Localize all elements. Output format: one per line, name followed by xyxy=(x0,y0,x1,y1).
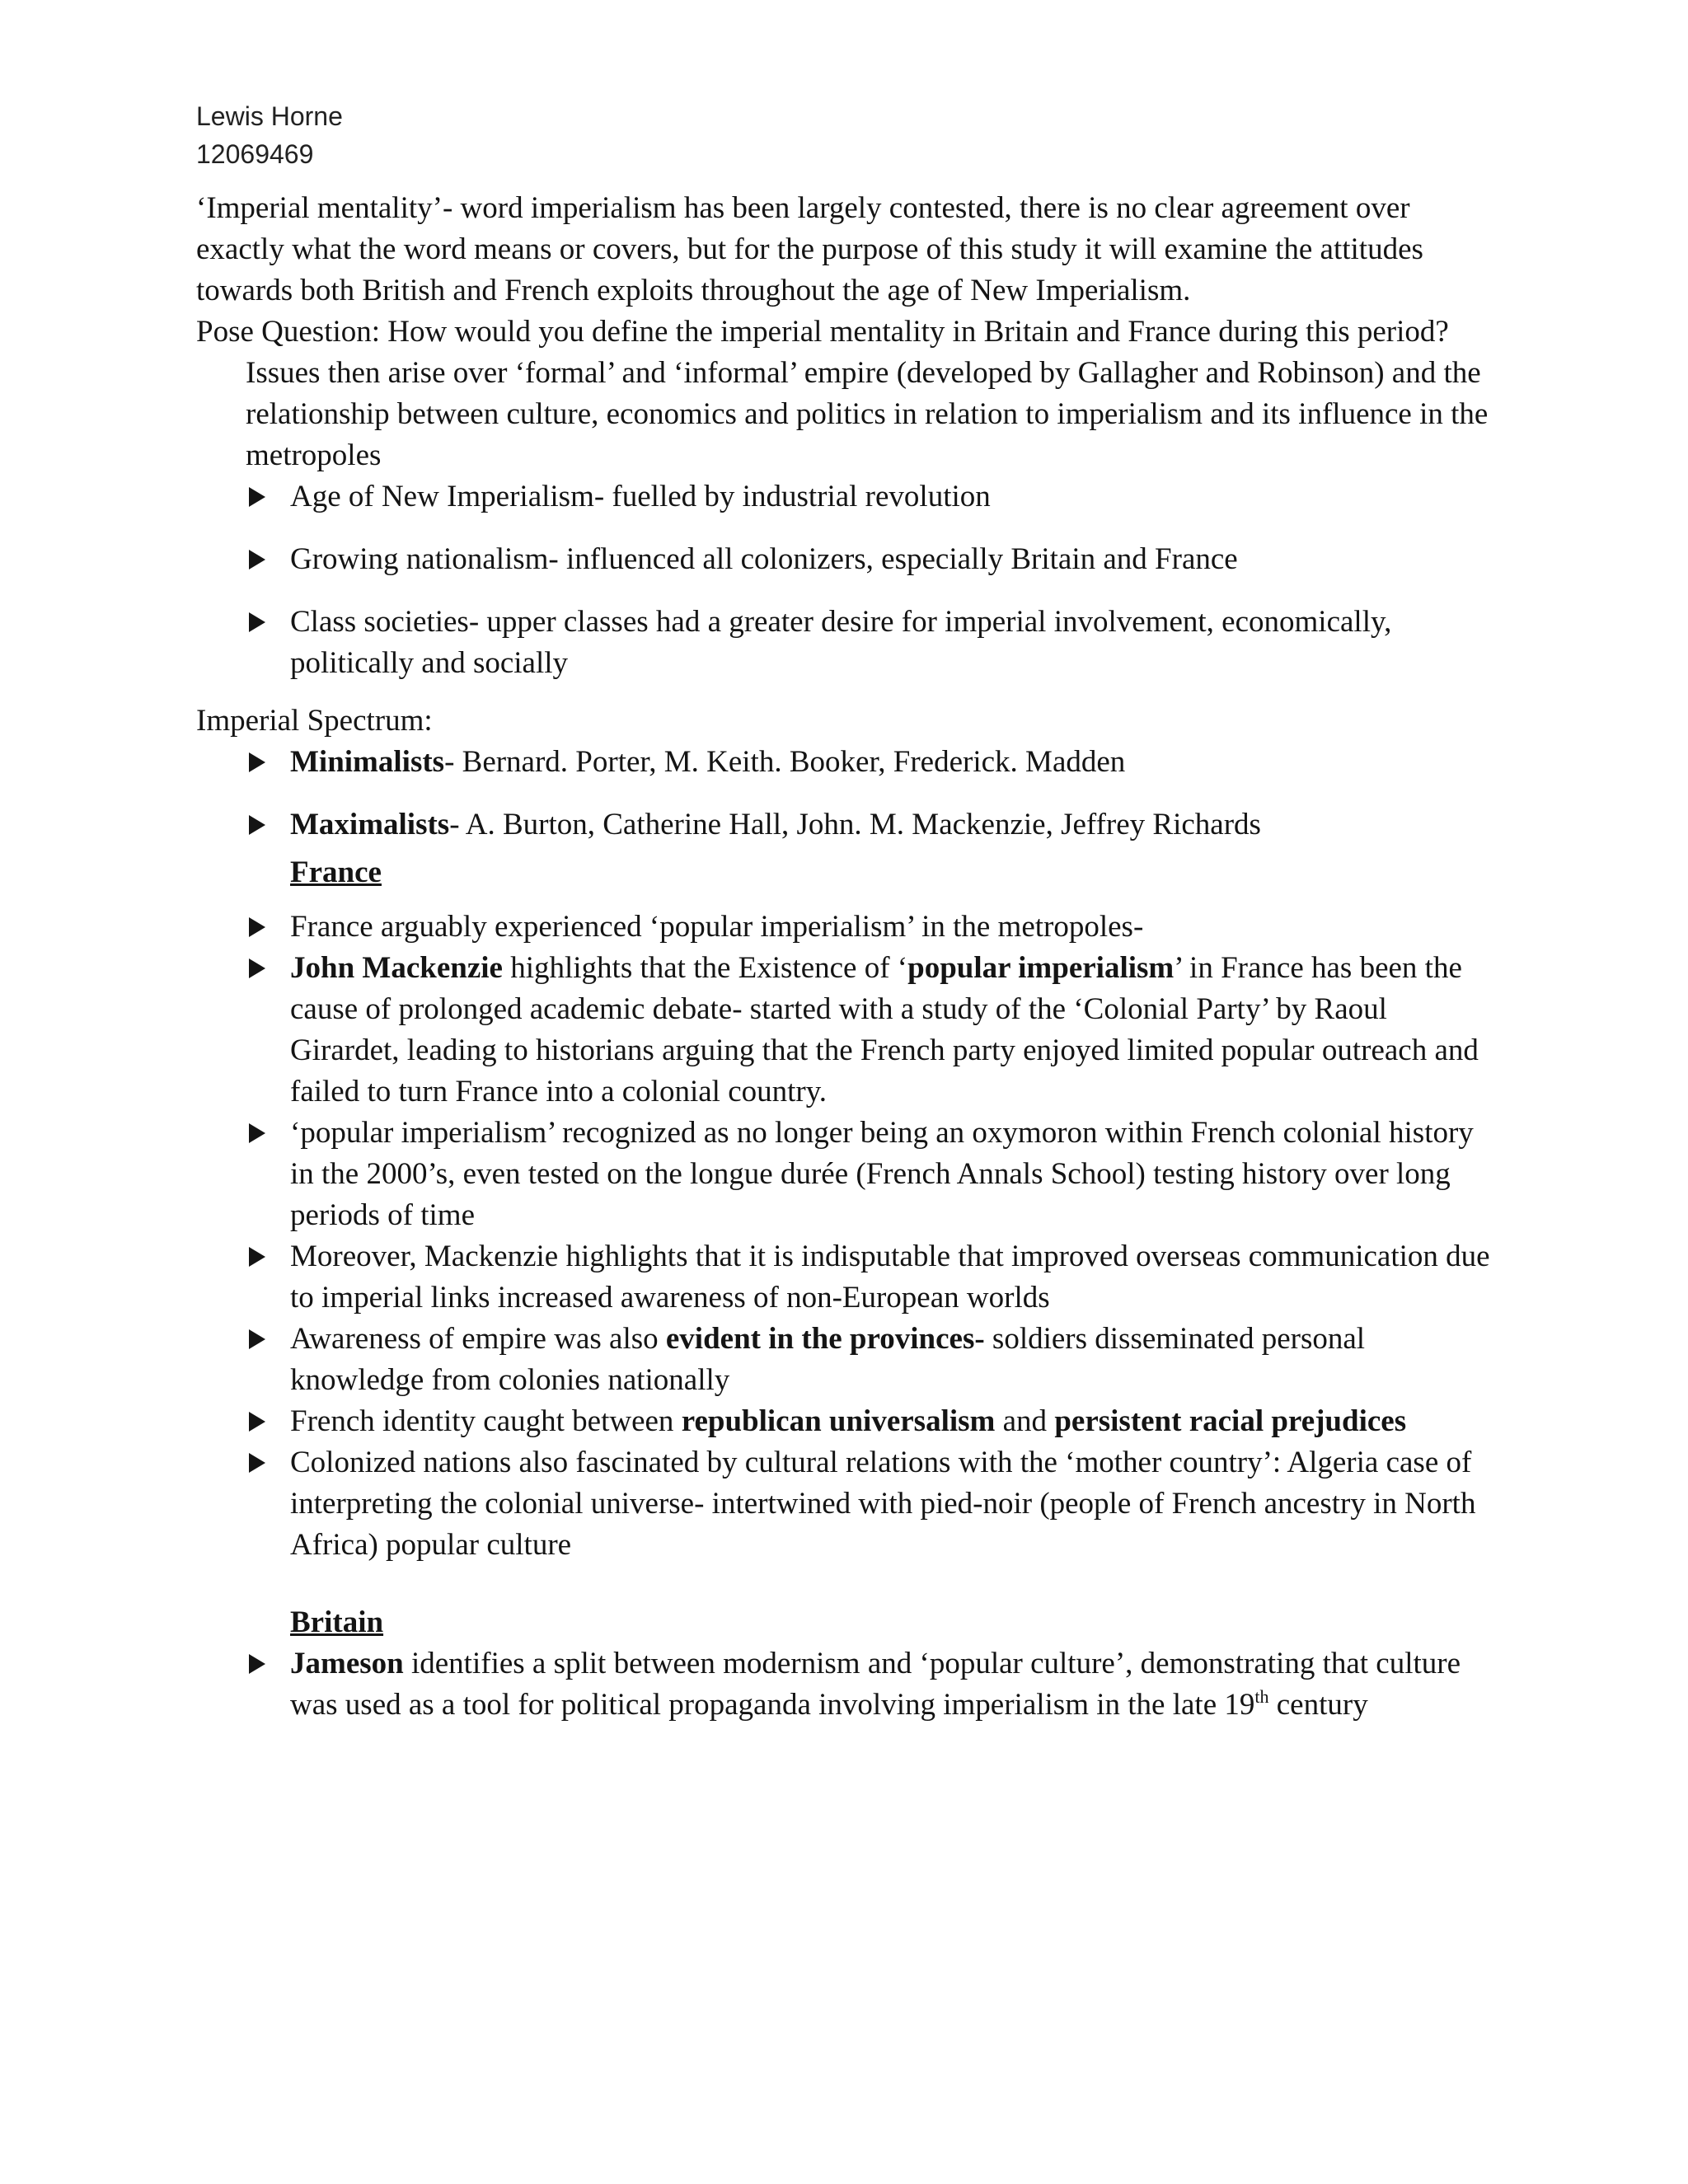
france-point xyxy=(246,1319,1502,1401)
spectrum-label: Imperial Spectrum: xyxy=(196,704,433,738)
france-point-text: Awareness of empire was also xyxy=(290,1322,666,1356)
minimalists-text: - Bernard. Porter, M. Keith. Booker, Frederick. Madden xyxy=(444,745,1126,779)
france-point-text: and xyxy=(995,1404,1055,1438)
racial-prejudices-term: persistent racial prejudices xyxy=(1054,1404,1407,1438)
france-point: France arguably experienced ‘popular imperialism’ in the metropoles- xyxy=(246,907,1502,948)
france-point: Colonized nations also fascinated by cultural relations with the ‘mother country’: Algeria case of interpreting the colonial universe- intertwined with pied-noir (people of French ancestry in North Africa) popular culture xyxy=(246,1442,1502,1566)
context-point: Growing nationalism- influenced all colonizers, especially Britain and France xyxy=(246,539,1502,580)
intro-question: Pose Question: How would you define the imperial mentality in Britain and France during this period? xyxy=(196,315,1449,349)
popular-imperialism-term: popular imperialism xyxy=(907,951,1175,985)
britain-point-text: century xyxy=(1268,1688,1368,1722)
france-point-text: ’ in France has been the cause of prolonged academic debate- started with a study of the ‘Colonial Party’ by Raoul Girardet, leading to historians arguing that the French party enjoyed limited popular outreach and failed to turn France into a colonial country. xyxy=(290,951,1479,1108)
context-list xyxy=(196,476,1502,684)
britain-heading: Britain xyxy=(290,1605,384,1639)
spectrum-list xyxy=(196,742,1502,846)
spectrum-minimalists xyxy=(246,742,1502,783)
france-heading: France xyxy=(290,855,382,889)
france-point: ‘popular imperialism’ recognized as no longer being an oxymoron within French colonial history in the 2000’s, even tested on the longue durée (French Annals School) testing history over long periods of time xyxy=(246,1113,1502,1236)
mackenzie-name: John Mackenzie xyxy=(290,951,503,985)
maximalists-term: Maximalists xyxy=(290,808,450,841)
britain-list xyxy=(196,1643,1502,1726)
student-id: 12069469 xyxy=(196,139,314,169)
context-point: Class societies- upper classes had a greater desire for imperial involvement, economically, politically and socially xyxy=(246,602,1502,684)
britain-point-text: identifies a split between modernism and ‘popular culture’, demonstrating that culture was used as a tool for political propaganda involving imperialism in the late 19 xyxy=(290,1647,1461,1722)
superscript-th: th xyxy=(1254,1686,1269,1707)
france-point-text: French identity caught between xyxy=(290,1404,682,1438)
maximalists-text: - A. Burton, Catherine Hall, John. M. Mackenzie, Jeffrey Richards xyxy=(449,808,1261,841)
context-point: Age of New Imperialism- fuelled by industrial revolution xyxy=(246,476,1502,518)
intro-issues: Issues then arise over ‘formal’ and ‘informal’ empire (developed by Gallagher and Robinson) and the relationship between culture, economics and politics in relation to imperialism and its influence in the metropoles xyxy=(246,356,1489,472)
france-list xyxy=(196,907,1502,1566)
intro-definition: ‘Imperial mentality’- word imperialism has been largely contested, there is no clear agreement over exactly what the word means or covers, but for the purpose of this study it will examine the attitudes towards both British and French exploits throughout the age of New Imperialism. xyxy=(196,191,1423,307)
france-point xyxy=(246,948,1502,1113)
spectrum-maximalists xyxy=(246,804,1502,846)
france-point xyxy=(246,1401,1502,1442)
france-point: Moreover, Mackenzie highlights that it is indisputable that improved overseas communication due to imperial links increased awareness of non-European worlds xyxy=(246,1236,1502,1319)
france-point-text: soldiers disseminated personal knowledge from colonies nationally xyxy=(290,1322,1366,1397)
provinces-term: evident in the provinces- xyxy=(665,1322,985,1356)
france-point-text: highlights that the Existence of ‘ xyxy=(502,951,908,985)
minimalists-term: Minimalists xyxy=(290,745,445,779)
britain-point xyxy=(246,1643,1502,1726)
author-name: Lewis Horne xyxy=(196,101,343,131)
universalism-term: republican universalism xyxy=(681,1404,996,1438)
jameson-name: Jameson xyxy=(290,1647,404,1680)
